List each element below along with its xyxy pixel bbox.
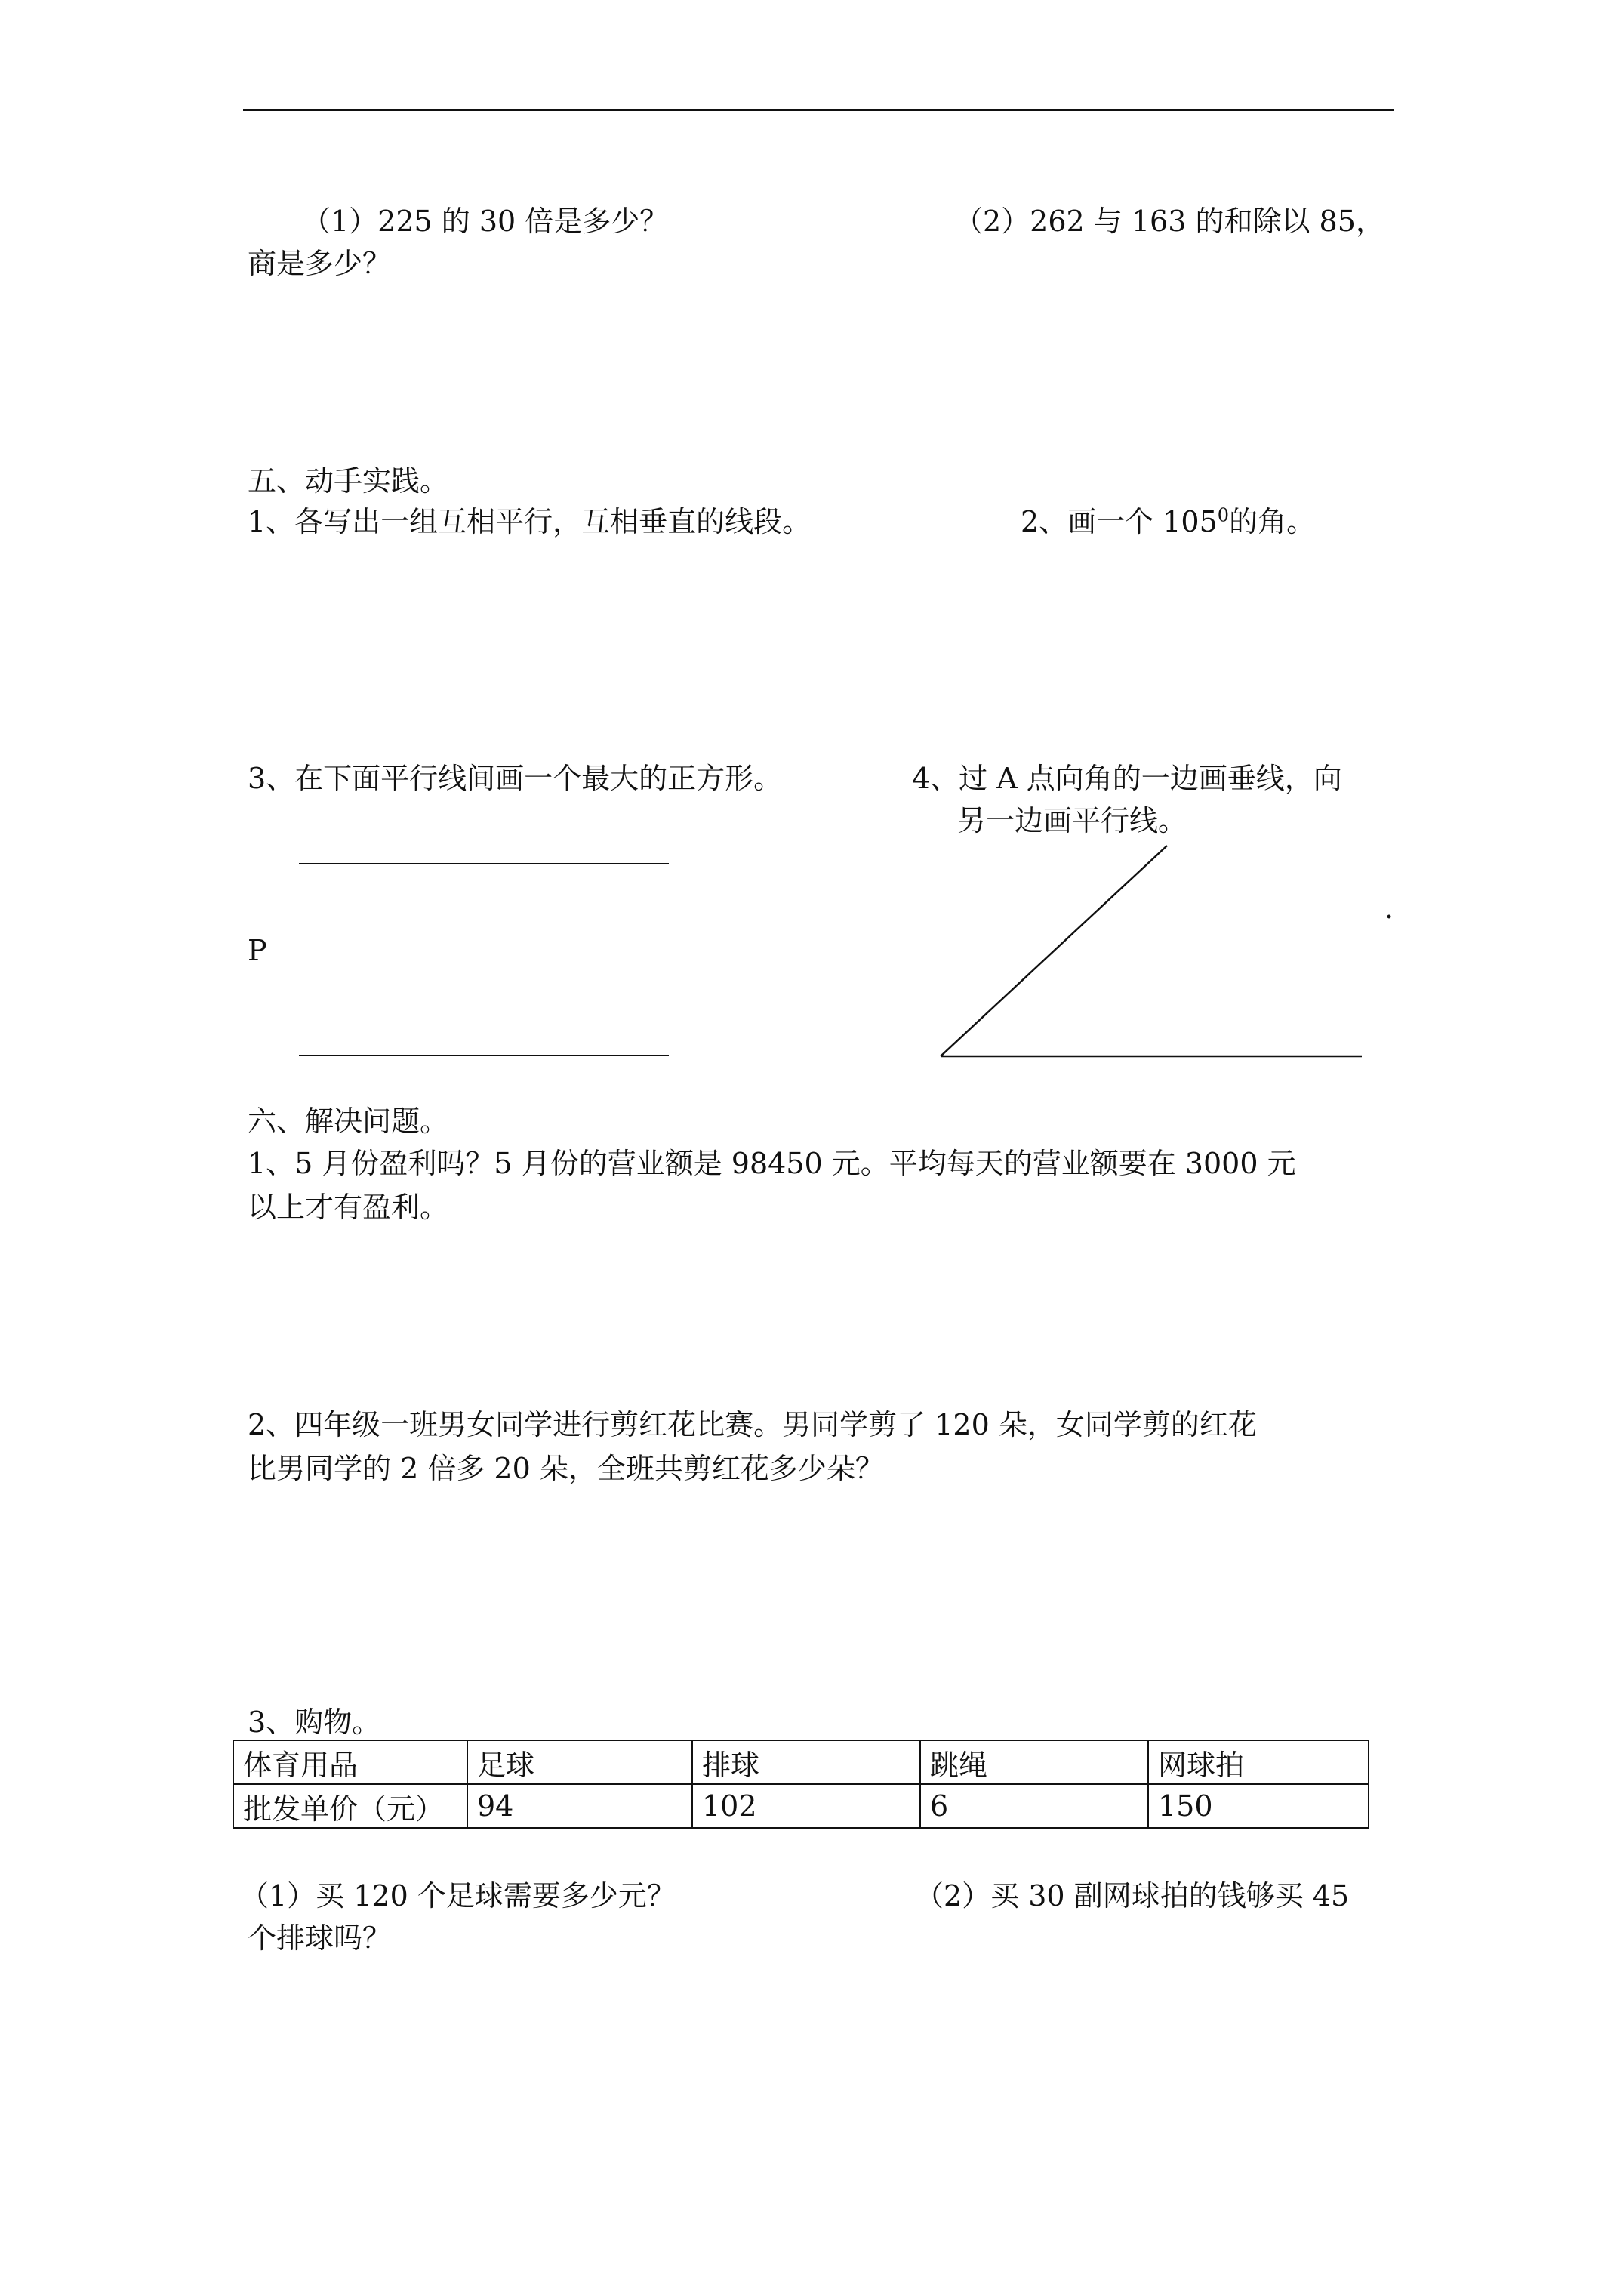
problem-2-line1: 2、四年级一班男女同学进行剪红花比赛。男同学剪了 120 朵，女同学剪的红花 <box>248 1408 1257 1441</box>
table-cell: 6 <box>920 1784 1148 1828</box>
table-row <box>233 1784 1369 1828</box>
problem-3-question-2-line1: （2）买 30 副网球拍的钱够买 45 <box>915 1879 1350 1912</box>
table-cell: 批发单价（元） <box>233 1784 467 1828</box>
practice-question-4-line1: 4、过 A 点向角的一边画垂线，向 <box>912 762 1342 795</box>
table-cell: 150 <box>1148 1784 1369 1828</box>
table-header-cell: 网球拍 <box>1148 1740 1369 1784</box>
price-table <box>233 1740 1369 1829</box>
calc-question-1: （1）225 的 30 倍是多少？ <box>302 205 669 238</box>
section-five-title: 五、动手实践。 <box>248 464 449 498</box>
table-header-cell: 跳绳 <box>920 1740 1148 1784</box>
practice-question-4-line2: 另一边画平行线。 <box>957 804 1187 837</box>
problem-3-question-1: （1）买 120 个足球需要多少元？ <box>240 1879 676 1912</box>
table-cell: 102 <box>692 1784 920 1828</box>
section-six-title: 六、解决问题。 <box>248 1105 449 1138</box>
problem-2-line2: 比男同学的 2 倍多 20 朵，全班共剪红花多少朵？ <box>248 1452 884 1485</box>
degree-superscript: 0 <box>1217 504 1230 526</box>
practice-question-3: 3、在下面平行线间画一个最大的正方形。 <box>248 762 783 795</box>
calc-question-2-line2: 商是多少？ <box>248 247 392 280</box>
calc-question-2-line1: （2）262 与 163 的和除以 85， <box>954 205 1384 238</box>
table-header-row <box>233 1740 1369 1784</box>
practice-question-2-prefix: 2、画一个 105 <box>1021 505 1218 538</box>
table-header-cell: 排球 <box>692 1740 920 1784</box>
problem-3-question-2-line2: 个排球吗？ <box>248 1922 392 1955</box>
problem-3-title: 3、购物。 <box>248 1706 381 1739</box>
table-header-cell: 体育用品 <box>233 1740 467 1784</box>
problem-1-line1: 1、5 月份盈利吗？5 月份的营业额是 98450 元。平均每天的营业额要在 3000 元 <box>248 1147 1296 1180</box>
table-cell: 94 <box>467 1784 692 1828</box>
practice-question-1: 1、各写出一组互相平行，互相垂直的线段。 <box>248 505 812 538</box>
angle-ray-diagonal <box>941 846 1167 1056</box>
problem-1-line2: 以上才有盈利。 <box>248 1191 449 1224</box>
point-label-p: P <box>248 934 267 967</box>
practice-question-2-suffix: 的角。 <box>1229 505 1316 538</box>
table-header-cell: 足球 <box>467 1740 692 1784</box>
point-dot: . <box>1384 892 1394 925</box>
